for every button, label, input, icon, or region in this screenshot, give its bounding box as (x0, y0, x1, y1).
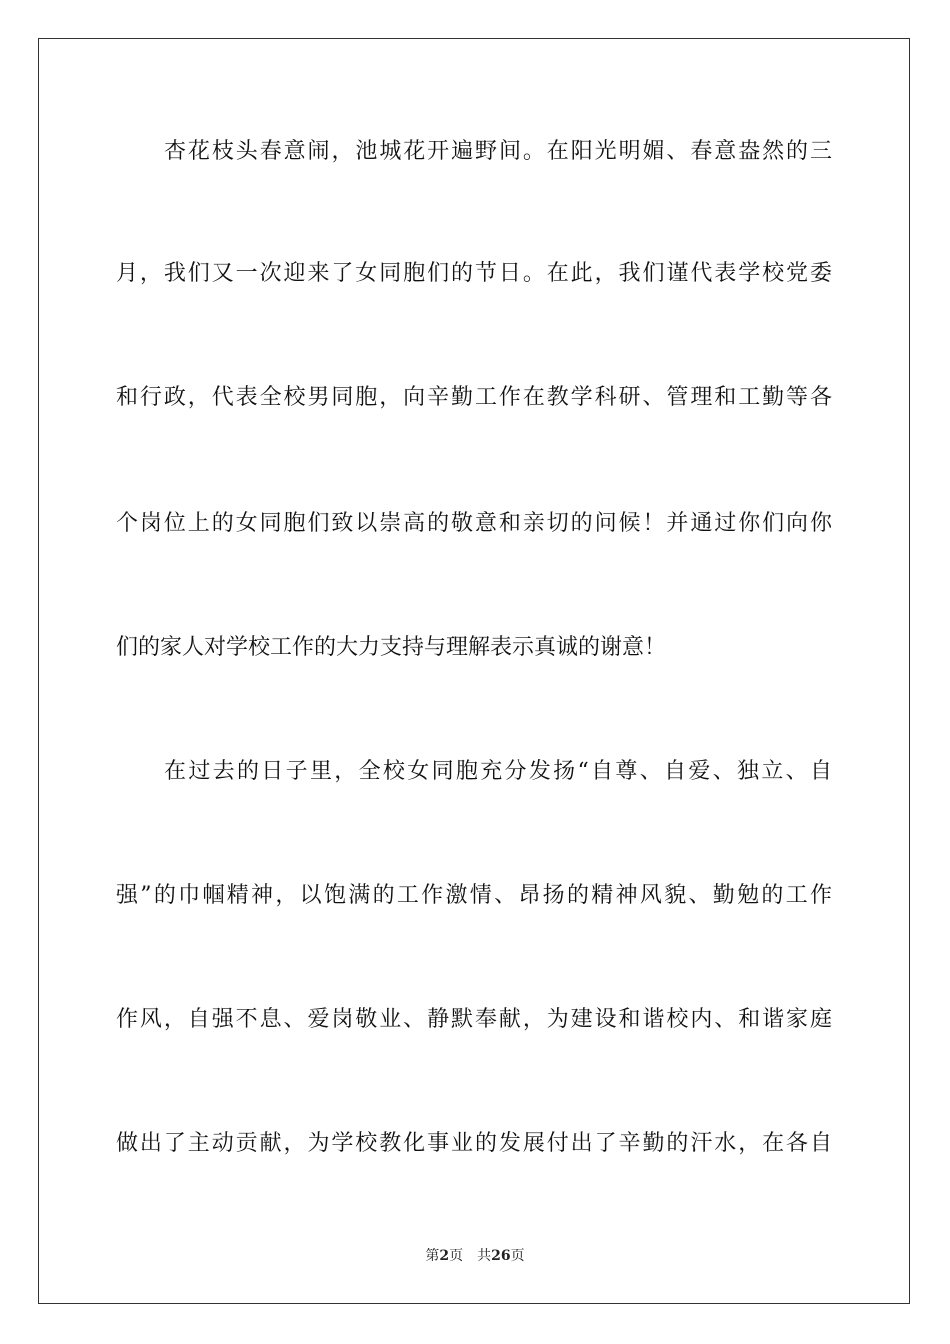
paragraph-2-line-1: 在过去的日子里，全校女同胞充分发扬“自尊、自爱、独立、自 (164, 759, 832, 784)
paragraph-1-line-5: 们的家人对学校工作的大力支持与理解表示真诚的谢意！ (116, 635, 667, 660)
total-pages: 26 (491, 1248, 511, 1264)
paragraph-1-line-3: 和行政，代表全校男同胞，向辛勤工作在教学科研、管理和工勤等各 (116, 385, 832, 410)
paragraph-1-line-1: 杏花枝头春意闹，池城花开遍野间。在阳光明媚、春意盎然的三 (164, 139, 832, 164)
total-prefix: 共 (477, 1248, 492, 1264)
paragraph-2-line-4: 做出了主动贡献，为学校教化事业的发展付出了辛勤的汗水，在各自 (116, 1131, 832, 1156)
total-suffix: 页 (510, 1248, 525, 1264)
paragraph-1-line-4: 个岗位上的女同胞们致以崇高的敬意和亲切的问候！并通过你们向你 (116, 511, 832, 536)
page-suffix: 页 (449, 1248, 464, 1264)
page-prefix: 第 (425, 1248, 440, 1264)
page-border (38, 38, 910, 1304)
page-number: 2 (439, 1248, 450, 1264)
page-footer (0, 1246, 950, 1266)
paragraph-2-line-3: 作风，自强不息、爱岗敬业、静默奉献，为建设和谐校内、和谐家庭 (116, 1007, 832, 1032)
paragraph-1-line-2: 月，我们又一次迎来了女同胞们的节日。在此，我们谨代表学校党委 (116, 261, 832, 286)
paragraph-2-line-2: 强”的巾帼精神，以饱满的工作激情、昂扬的精神风貌、勤勉的工作 (116, 883, 832, 908)
